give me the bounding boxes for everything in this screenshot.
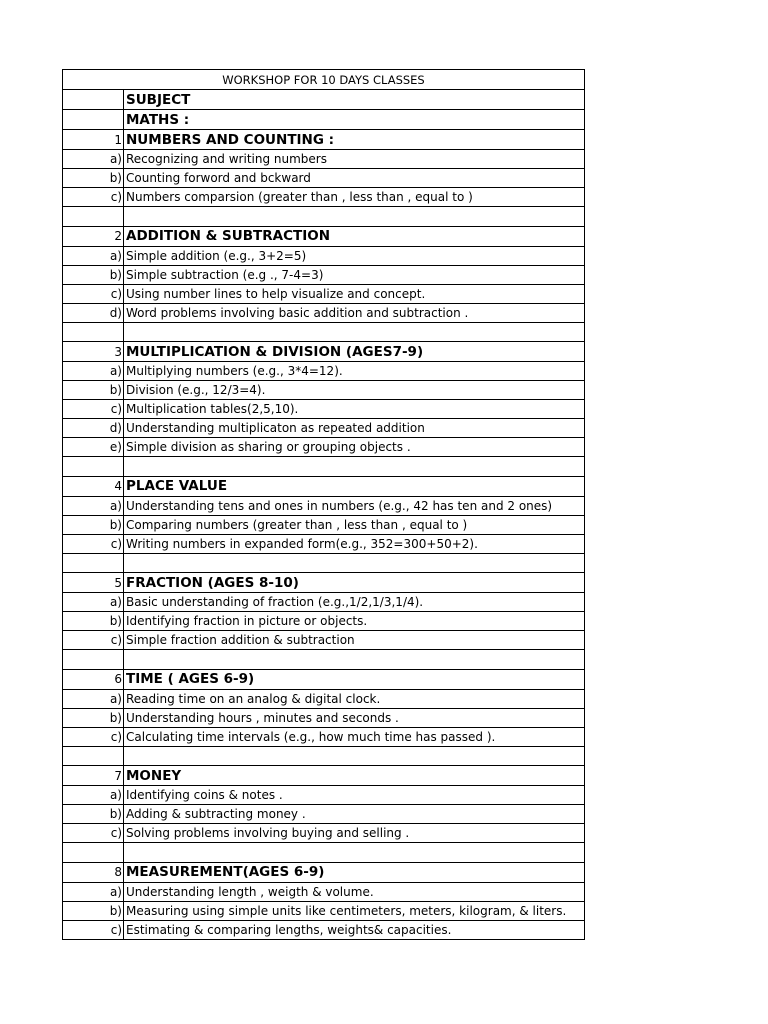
blank-row [63, 322, 585, 342]
topic-letter: c) [63, 727, 124, 746]
topic-text: Numbers comparsion (greater than , less than , equal to ) [124, 188, 585, 207]
topic-text: Multiplying numbers (e.g., 3*4=12). [124, 362, 585, 381]
topic-row [63, 496, 585, 515]
topic-letter: d) [63, 303, 124, 322]
topic-letter: b) [63, 265, 124, 284]
section-number: 1 [63, 130, 124, 150]
topic-text: Word problems involving basic addition and subtraction . [124, 303, 585, 322]
topic-text: Identifying coins & notes . [124, 786, 585, 805]
section-heading: NUMBERS AND COUNTING : [124, 130, 585, 150]
empty-cell [63, 457, 124, 477]
topic-row [63, 515, 585, 534]
topic-row [63, 708, 585, 727]
topic-row [63, 169, 585, 188]
title-row [63, 70, 585, 90]
topic-text: Simple addition (e.g., 3+2=5) [124, 246, 585, 265]
empty-cell [63, 746, 124, 766]
topic-row [63, 303, 585, 322]
topic-letter: c) [63, 824, 124, 843]
topic-row [63, 805, 585, 824]
section-heading: MEASUREMENT(AGES 6-9) [124, 862, 585, 882]
topic-row [63, 400, 585, 419]
section-heading: ADDITION & SUBTRACTION [124, 226, 585, 246]
topic-letter: b) [63, 805, 124, 824]
section-heading-row [63, 130, 585, 150]
topic-letter: c) [63, 920, 124, 939]
empty-cell [124, 746, 585, 766]
topic-row [63, 188, 585, 207]
subject-label: SUBJECT [124, 90, 585, 110]
topic-letter: c) [63, 534, 124, 553]
topic-text: Using number lines to help visualize and concept. [124, 284, 585, 303]
subject-row [63, 90, 585, 110]
topic-letter: a) [63, 246, 124, 265]
empty-cell [63, 650, 124, 670]
empty-cell [63, 207, 124, 227]
topic-row [63, 593, 585, 612]
topic-row [63, 534, 585, 553]
blank-row [63, 457, 585, 477]
topic-row [63, 419, 585, 438]
topic-row [63, 150, 585, 169]
blank-row [63, 746, 585, 766]
topic-row [63, 882, 585, 901]
topic-letter: c) [63, 400, 124, 419]
topic-letter: e) [63, 438, 124, 457]
topic-letter: d) [63, 419, 124, 438]
section-number: 5 [63, 573, 124, 593]
blank-row [63, 553, 585, 573]
section-number: 7 [63, 766, 124, 786]
topic-text: Comparing numbers (greater than , less than , equal to ) [124, 515, 585, 534]
topic-row [63, 265, 585, 284]
maths-row [63, 110, 585, 130]
section-heading-row [63, 342, 585, 362]
blank-row [63, 650, 585, 670]
topic-row [63, 901, 585, 920]
topic-text: Identifying fraction in picture or objects. [124, 612, 585, 631]
section-number: 3 [63, 342, 124, 362]
section-heading-row [63, 573, 585, 593]
topic-row [63, 824, 585, 843]
section-heading-row [63, 226, 585, 246]
topic-text: Reading time on an analog & digital clock. [124, 689, 585, 708]
empty-cell [63, 843, 124, 863]
empty-cell [63, 553, 124, 573]
topic-text: Understanding hours , minutes and seconds . [124, 708, 585, 727]
empty-cell [124, 322, 585, 342]
topic-text: Simple fraction addition & subtraction [124, 631, 585, 650]
section-number: 6 [63, 669, 124, 689]
section-heading: MONEY [124, 766, 585, 786]
topic-letter: a) [63, 150, 124, 169]
topic-row [63, 727, 585, 746]
empty-cell [63, 110, 124, 130]
topic-text: Understanding multiplicaton as repeated addition [124, 419, 585, 438]
topic-letter: b) [63, 901, 124, 920]
topic-row [63, 284, 585, 303]
topic-row [63, 362, 585, 381]
topic-row [63, 246, 585, 265]
worksheet-table [62, 69, 585, 940]
topic-text: Adding & subtracting money . [124, 805, 585, 824]
worksheet-body [63, 70, 585, 940]
topic-row [63, 612, 585, 631]
topic-text: Writing numbers in expanded form(e.g., 352=300+50+2). [124, 534, 585, 553]
topic-letter: c) [63, 284, 124, 303]
topic-letter: b) [63, 708, 124, 727]
blank-row [63, 843, 585, 863]
topic-letter: b) [63, 169, 124, 188]
topic-text: Simple subtraction (e.g ., 7-4=3) [124, 265, 585, 284]
topic-text: Counting forword and bckward [124, 169, 585, 188]
section-number: 8 [63, 862, 124, 882]
section-heading-row [63, 669, 585, 689]
topic-letter: c) [63, 631, 124, 650]
section-heading: MULTIPLICATION & DIVISION (AGES7-9) [124, 342, 585, 362]
topic-letter: a) [63, 593, 124, 612]
topic-letter: a) [63, 689, 124, 708]
topic-text: Basic understanding of fraction (e.g.,1/2,1/3,1/4). [124, 593, 585, 612]
topic-row [63, 381, 585, 400]
section-heading: FRACTION (AGES 8-10) [124, 573, 585, 593]
empty-cell [124, 457, 585, 477]
topic-letter: a) [63, 882, 124, 901]
topic-letter: b) [63, 381, 124, 400]
topic-text: Estimating & comparing lengths, weights& capacities. [124, 920, 585, 939]
document-title: WORKSHOP FOR 10 DAYS CLASSES [63, 70, 585, 90]
topic-text: Understanding length , weigth & volume. [124, 882, 585, 901]
topic-text: Understanding tens and ones in numbers (e.g., 42 has ten and 2 ones) [124, 496, 585, 515]
maths-label: MATHS : [124, 110, 585, 130]
topic-text: Recognizing and writing numbers [124, 150, 585, 169]
section-heading-row [63, 476, 585, 496]
section-number: 4 [63, 476, 124, 496]
empty-cell [124, 553, 585, 573]
topic-text: Multiplication tables(2,5,10). [124, 400, 585, 419]
section-heading-row [63, 862, 585, 882]
topic-letter: b) [63, 612, 124, 631]
blank-row [63, 207, 585, 227]
topic-text: Measuring using simple units like centimeters, meters, kilogram, & liters. [124, 901, 585, 920]
topic-row [63, 689, 585, 708]
topic-text: Simple division as sharing or grouping objects . [124, 438, 585, 457]
topic-text: Calculating time intervals (e.g., how much time has passed ). [124, 727, 585, 746]
section-number: 2 [63, 226, 124, 246]
topic-text: Solving problems involving buying and selling . [124, 824, 585, 843]
empty-cell [124, 207, 585, 227]
section-heading-row [63, 766, 585, 786]
topic-row [63, 438, 585, 457]
empty-cell [124, 843, 585, 863]
empty-cell [63, 90, 124, 110]
topic-row [63, 920, 585, 939]
topic-letter: c) [63, 188, 124, 207]
topic-letter: a) [63, 496, 124, 515]
empty-cell [124, 650, 585, 670]
empty-cell [63, 322, 124, 342]
section-heading: TIME ( AGES 6-9) [124, 669, 585, 689]
section-heading: PLACE VALUE [124, 476, 585, 496]
topic-text: Division (e.g., 12/3=4). [124, 381, 585, 400]
topic-row [63, 631, 585, 650]
topic-row [63, 786, 585, 805]
topic-letter: b) [63, 515, 124, 534]
topic-letter: a) [63, 786, 124, 805]
topic-letter: a) [63, 362, 124, 381]
